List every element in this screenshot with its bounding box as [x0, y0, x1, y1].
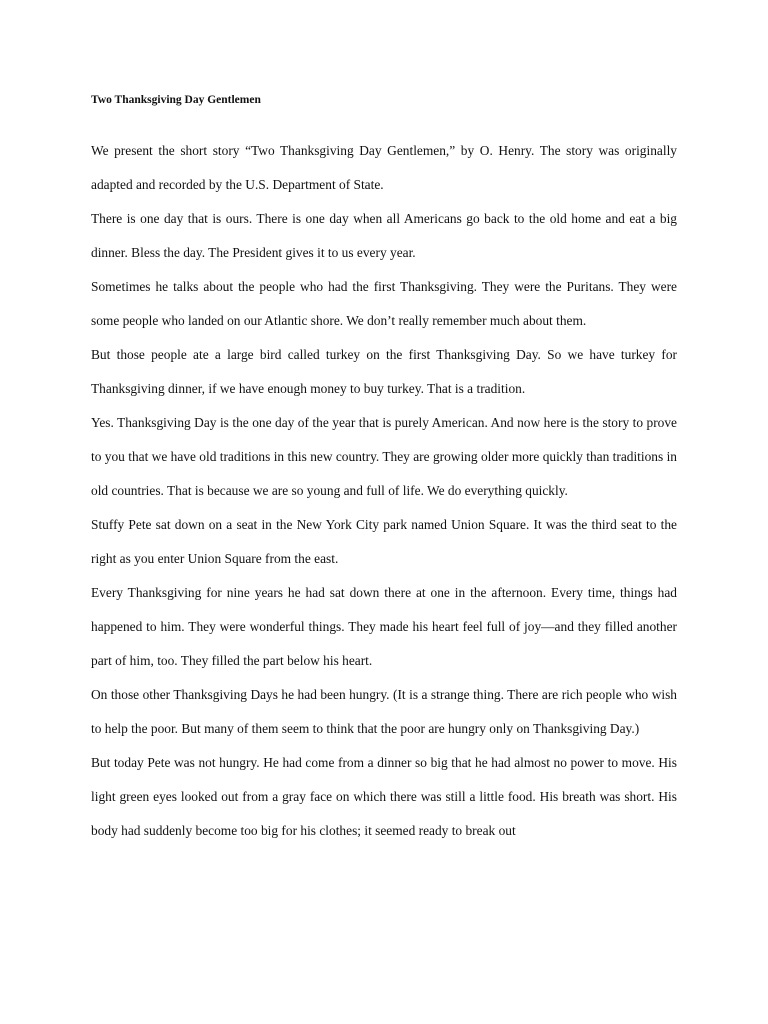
paragraph: Every Thanksgiving for nine years he had sat down there at one in the afternoon. Every time, things had happened to him. They were wonderful things. They made his heart feel full of joy—and they filled another part of him, too. They filled the part below his heart. — [91, 585, 677, 668]
paragraph: But those people ate a large bird called turkey on the first Thanksgiving Day. So we have turkey for Thanksgiving dinner, if we have enough money to buy turkey. That is a tradition. — [91, 347, 677, 396]
paragraph: Yes. Thanksgiving Day is the one day of the year that is purely American. And now here is the story to prove to you that we have old traditions in this new country. They are growing older more quickly than traditions in old countries. That is because we are so young and full of life. We do everything quickly. — [91, 415, 677, 498]
paragraph: Stuffy Pete sat down on a seat in the New York City park named Union Square. It was the third seat to the right as you enter Union Square from the east. — [91, 517, 677, 566]
paragraph: But today Pete was not hungry. He had come from a dinner so big that he had almost no power to move. His light green eyes looked out from a gray face on which there was still a little food. His breath was short. His body had suddenly become too big for his clothes; it seemed ready to break out — [91, 755, 677, 838]
paragraph: Sometimes he talks about the people who had the first Thanksgiving. They were the Puritans. They were some people who landed on our Atlantic shore. We don’t really remember much about them. — [91, 279, 677, 328]
paragraph: There is one day that is ours. There is one day when all Americans go back to the old home and eat a big dinner. Bless the day. The President gives it to us every year. — [91, 211, 677, 260]
paragraph: On those other Thanksgiving Days he had been hungry. (It is a strange thing. There are rich people who wish to help the poor. But many of them seem to think that the poor are hungry only on Thanksgiving Day.) — [91, 687, 677, 736]
document-title: Two Thanksgiving Day Gentlemen — [91, 94, 261, 106]
document-body — [91, 90, 677, 848]
paragraph: We present the short story “Two Thanksgiving Day Gentlemen,” by O. Henry. The story was originally adapted and recorded by the U.S. Department of State. — [91, 143, 677, 192]
